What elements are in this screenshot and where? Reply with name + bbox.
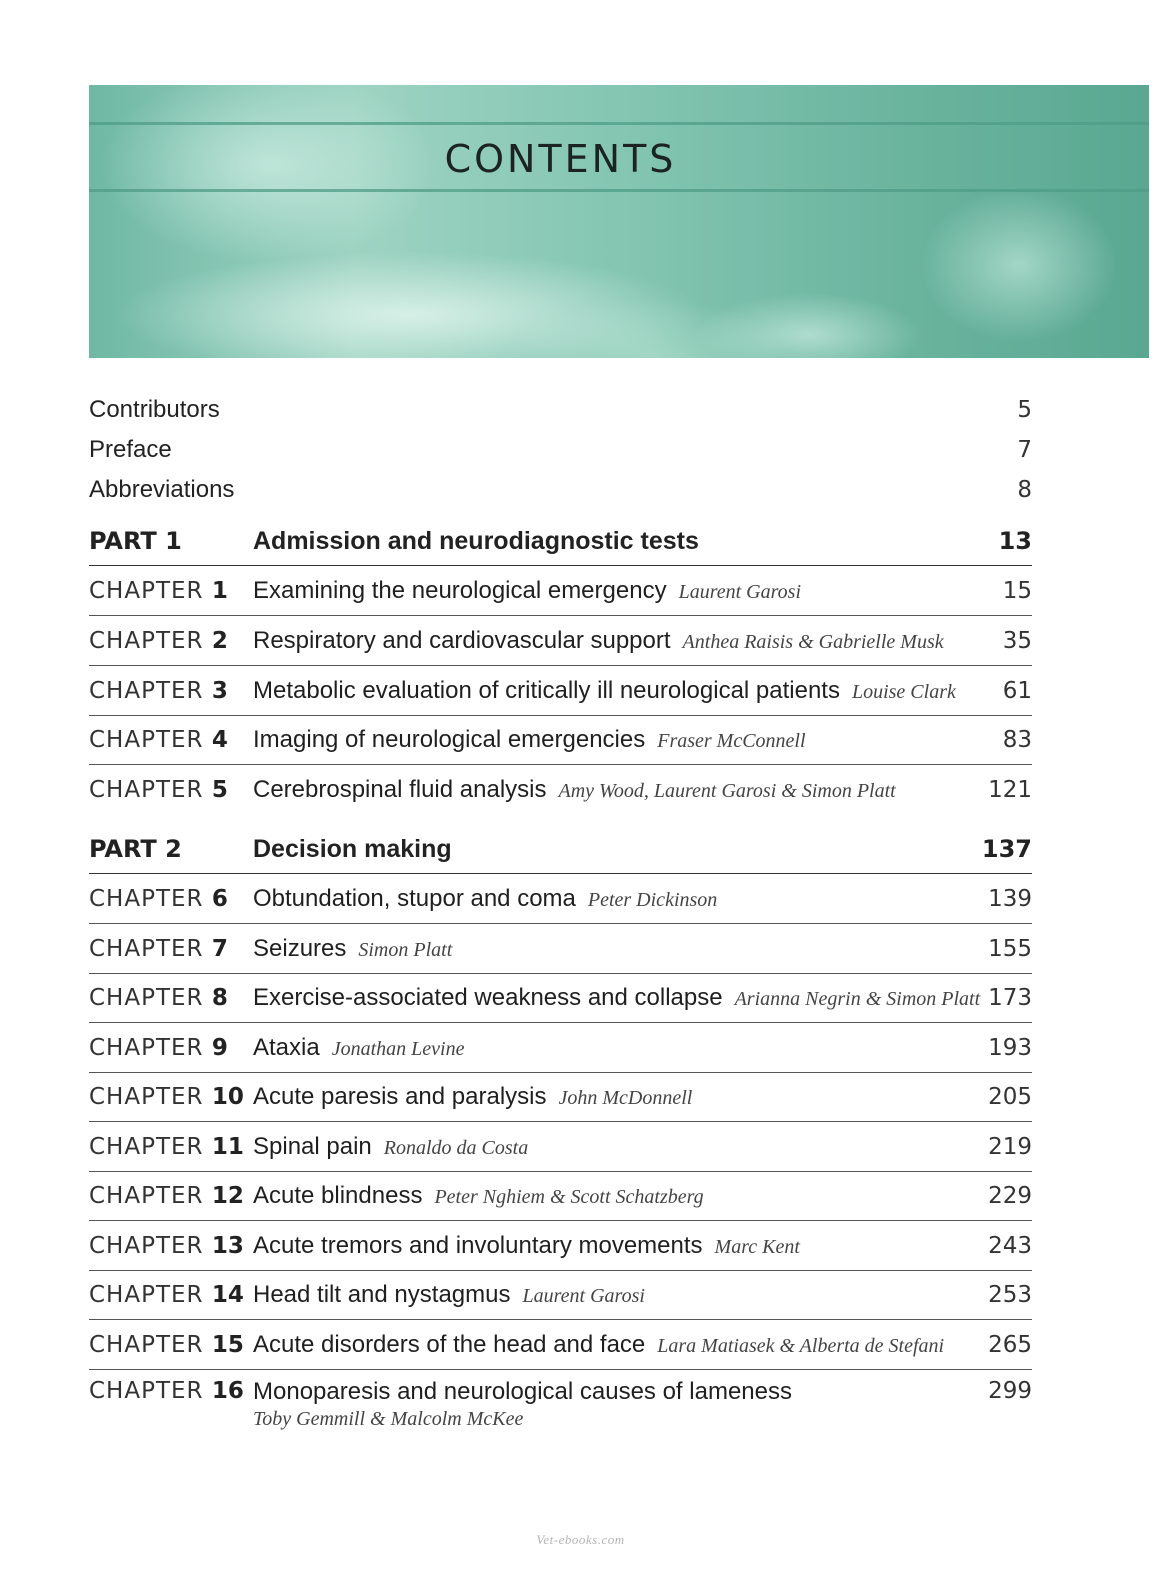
chapter-author: Marc Kent	[714, 1235, 800, 1258]
chapter-label: CHAPTER 4	[89, 726, 228, 753]
chapter-title: Imaging of neurological emergencies	[253, 725, 646, 753]
toc-chapter-9[interactable]	[89, 1023, 1032, 1073]
chapter-number: 15	[211, 1331, 244, 1358]
chapter-page: 205	[988, 1083, 1032, 1110]
chapter-label: CHAPTER 7	[89, 935, 228, 962]
chapter-title: Seizures	[253, 934, 347, 962]
chapter-body	[253, 776, 988, 804]
toc-chapter-12[interactable]	[89, 1171, 1032, 1221]
chapter-title: Acute blindness	[253, 1181, 423, 1209]
chapter-label: CHAPTER 16	[89, 1378, 244, 1404]
chapter-number: 12	[211, 1182, 244, 1209]
chapter-label: CHAPTER 3	[89, 677, 228, 704]
toc-chapter-7[interactable]	[89, 924, 1032, 974]
chapter-body	[253, 577, 1003, 605]
entry-page: 5	[1017, 397, 1032, 423]
chapter-page: 61	[1002, 677, 1032, 704]
chapter-body	[253, 1083, 988, 1111]
chapter-body	[253, 627, 1003, 655]
toc-part-2[interactable]	[89, 825, 1032, 874]
chapter-title: Acute tremors and involuntary movements	[253, 1231, 703, 1259]
chapter-page: 243	[988, 1232, 1032, 1259]
chapter-number: 14	[211, 1281, 244, 1308]
toc-chapter-13[interactable]	[89, 1221, 1032, 1271]
toc-chapter-6[interactable]	[89, 874, 1032, 924]
chapter-title: Cerebrospinal fluid analysis	[253, 775, 547, 803]
chapter-author: Simon Platt	[358, 938, 453, 961]
chapter-body	[253, 677, 1003, 705]
toc-chapter-15[interactable]	[89, 1320, 1032, 1370]
chapter-body	[253, 726, 1003, 754]
chapter-number: 9	[211, 1034, 228, 1061]
chapter-page: 35	[1002, 627, 1032, 654]
part-label: PART 1	[89, 527, 182, 555]
chapter-number: 3	[211, 677, 228, 704]
chapter-author: Arianna Negrin & Simon Platt	[734, 987, 981, 1010]
chapter-title: Examining the neurological emergency	[253, 576, 667, 604]
toc-entry-abbreviations[interactable]	[89, 470, 1032, 510]
toc-chapter-8[interactable]	[89, 973, 1032, 1023]
entry-page: 8	[1017, 477, 1032, 503]
part-page: 137	[981, 835, 1032, 863]
chapter-page: 173	[988, 984, 1032, 1011]
entry-label: Abbreviations	[89, 476, 235, 503]
chapter-page: 121	[988, 776, 1032, 803]
toc-chapter-2[interactable]	[89, 616, 1032, 666]
chapter-title: Spinal pain	[253, 1132, 372, 1160]
entry-label: Preface	[89, 436, 172, 463]
toc-entry-contributors[interactable]	[89, 390, 1032, 430]
chapter-label: CHAPTER 13	[89, 1232, 244, 1259]
chapter-label: CHAPTER 5	[89, 776, 228, 803]
chapter-page: 15	[1002, 577, 1032, 604]
chapter-number: 11	[211, 1133, 244, 1160]
chapter-number: 7	[211, 935, 228, 962]
chapter-page: 139	[988, 885, 1032, 912]
chapter-author: Fraser McConnell	[657, 729, 806, 752]
chapter-body	[253, 984, 988, 1012]
chapter-body	[253, 885, 988, 913]
chapter-title: Obtundation, stupor and coma	[253, 884, 576, 912]
entry-page: 7	[1017, 437, 1032, 463]
front-matter-list	[89, 390, 1032, 510]
chapter-title: Acute paresis and paralysis	[253, 1082, 547, 1110]
chapter-page: 193	[988, 1034, 1032, 1061]
banner-rule-top	[89, 122, 1149, 125]
chapter-number: 5	[211, 776, 228, 803]
chapter-label: CHAPTER 10	[89, 1083, 244, 1110]
part-title: Admission and neurodiagnostic tests	[253, 526, 699, 555]
chapter-page: 253	[988, 1281, 1032, 1308]
chapter-body	[253, 1182, 988, 1210]
chapter-label: CHAPTER 9	[89, 1034, 228, 1061]
chapter-page: 155	[988, 935, 1032, 962]
toc-chapter-5[interactable]	[89, 765, 1032, 814]
chapter-label: CHAPTER 15	[89, 1331, 244, 1358]
chapter-number: 1	[211, 577, 228, 604]
chapter-title: Monoparesis and neurological causes of lameness	[253, 1378, 792, 1405]
chapter-author: Amy Wood, Laurent Garosi & Simon Platt	[558, 779, 896, 802]
chapter-title: Metabolic evaluation of critically ill neurological patients	[253, 676, 840, 704]
chapter-author: Lara Matiasek & Alberta de Stefani	[657, 1334, 945, 1357]
toc-part-1[interactable]	[89, 517, 1032, 566]
chapter-page: 265	[988, 1331, 1032, 1358]
chapter-number: 13	[211, 1232, 244, 1259]
chapter-body	[253, 1133, 988, 1161]
entry-label: Contributors	[89, 396, 220, 423]
toc-chapter-1[interactable]	[89, 566, 1032, 616]
chapter-title: Ataxia	[253, 1033, 320, 1061]
chapter-body	[253, 1034, 988, 1062]
chapter-body	[253, 1232, 988, 1260]
chapter-label: CHAPTER 11	[89, 1133, 244, 1160]
chapter-body	[253, 1378, 988, 1431]
part-title: Decision making	[253, 834, 452, 863]
chapter-body	[253, 1281, 988, 1309]
chapter-label: CHAPTER 1	[89, 577, 228, 604]
toc-chapter-10[interactable]	[89, 1072, 1032, 1122]
chapter-number: 10	[211, 1083, 244, 1110]
chapter-label: CHAPTER 14	[89, 1281, 244, 1308]
watermark-logo: Vet-ebooks.com	[536, 1532, 625, 1547]
chapter-author: Peter Nghiem & Scott Schatzberg	[434, 1185, 704, 1208]
chapter-label: CHAPTER 12	[89, 1182, 244, 1209]
chapter-title: Acute disorders of the head and face	[253, 1330, 646, 1358]
chapter-title: Respiratory and cardiovascular support	[253, 626, 671, 654]
chapter-page: 299	[988, 1378, 1032, 1404]
chapter-title: Head tilt and nystagmus	[253, 1280, 511, 1308]
chapter-author: Peter Dickinson	[587, 888, 718, 911]
chapter-number: 8	[211, 984, 228, 1011]
chapter-author: Louise Clark	[851, 680, 956, 703]
contents-banner	[89, 85, 1149, 358]
chapter-label: CHAPTER 2	[89, 627, 228, 654]
chapter-body	[253, 935, 988, 963]
chapter-page: 219	[988, 1133, 1032, 1160]
chapter-label: CHAPTER 8	[89, 984, 228, 1011]
chapter-author: Anthea Raisis & Gabrielle Musk	[682, 630, 944, 653]
toc-chapter-14[interactable]	[89, 1270, 1032, 1320]
page-title: CONTENTS	[444, 137, 677, 181]
toc-chapter-16[interactable]	[89, 1370, 1032, 1431]
toc-chapter-11[interactable]	[89, 1122, 1032, 1172]
chapter-author: Laurent Garosi	[678, 580, 801, 603]
toc-chapter-3[interactable]	[89, 666, 1032, 716]
chapter-body	[253, 1331, 988, 1359]
chapter-author: John McDonnell	[558, 1086, 693, 1109]
chapter-author: Ronaldo da Costa	[383, 1136, 529, 1159]
part-page: 13	[998, 527, 1032, 555]
chapter-author: Toby Gemmill & Malcolm McKee	[253, 1408, 524, 1430]
chapter-page: 229	[988, 1182, 1032, 1209]
chapter-title: Exercise-associated weakness and collapse	[253, 983, 723, 1011]
chapter-label: CHAPTER 6	[89, 885, 228, 912]
chapter-author: Jonathan Levine	[331, 1037, 465, 1060]
banner-rule-bottom	[89, 189, 1149, 192]
chapter-number: 2	[211, 627, 228, 654]
chapter-author: Laurent Garosi	[522, 1284, 645, 1307]
chapter-page: 83	[1002, 726, 1032, 753]
toc-entry-preface[interactable]	[89, 430, 1032, 470]
chapter-number: 16	[211, 1378, 244, 1404]
chapter-number: 6	[211, 885, 228, 912]
chapter-number: 4	[211, 726, 228, 753]
part-label: PART 2	[89, 835, 182, 863]
toc-chapter-4[interactable]	[89, 715, 1032, 765]
